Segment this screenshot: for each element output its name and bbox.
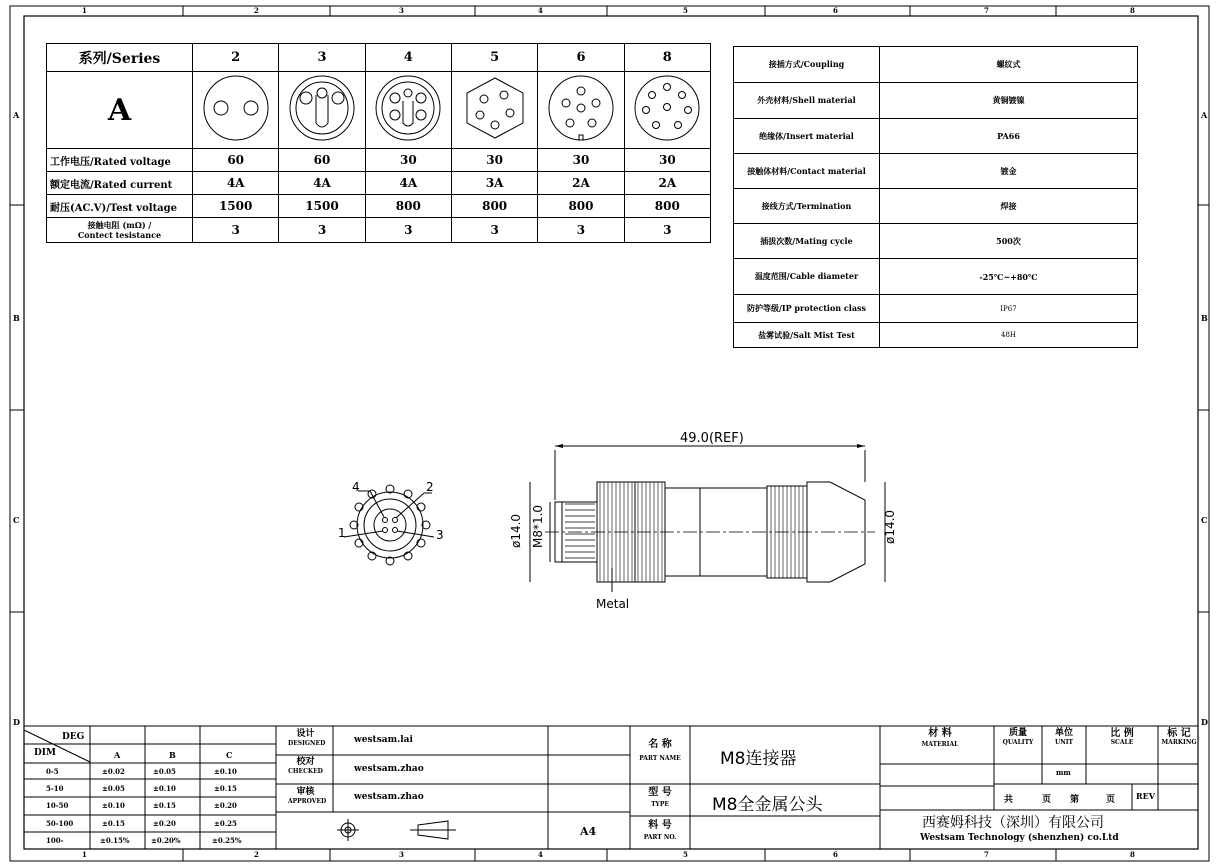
pin-label: 1 [338, 526, 346, 540]
spec-cell: 30 [624, 149, 710, 172]
material-label: 接触体材料/Contact material [734, 154, 880, 189]
tol-col: A [114, 750, 121, 760]
tol-range: 100- [46, 836, 64, 845]
col-label: 2 [254, 850, 259, 859]
pin-count: 5 [451, 44, 537, 72]
col-label: 7 [984, 850, 989, 859]
spec-cell: 3 [538, 218, 624, 243]
spec-cell: 4A [279, 172, 365, 195]
length-dimension: 49.0(REF) [680, 431, 744, 446]
tol-range: 5-10 [46, 784, 64, 793]
spec-cell: 30 [365, 149, 451, 172]
thread-dimension: M8*1.0 [531, 504, 545, 548]
row-label: D [13, 717, 20, 727]
material-value: 镀金 [880, 154, 1138, 189]
unit-value: mm [1056, 768, 1071, 777]
scale-field [1090, 729, 1154, 747]
company-name-cn: 西赛姆科技（深圳）有限公司 [922, 815, 1104, 831]
material-cn: 材 料 [928, 728, 952, 739]
tol-cell: ±0.15% [100, 836, 130, 845]
material-value: 黄铜镀镍 [880, 83, 1138, 119]
diameter-left: ø14.0 [509, 513, 523, 548]
unit-cn: 单位 [1054, 728, 1073, 738]
pin-count: 2 [193, 44, 279, 72]
tol-cell: ±0.15 [214, 784, 237, 793]
diameter-right: ø14.0 [883, 509, 897, 544]
spec-row-label: 额定电流/Rated current [47, 172, 193, 195]
row-label: B [13, 313, 20, 323]
tol-range: 0-5 [46, 767, 59, 776]
spec-cell: 800 [538, 195, 624, 218]
quality-cn: 质量 [1008, 728, 1027, 738]
tol-cell: ±0.10 [102, 801, 125, 810]
pin-label: 4 [352, 480, 360, 494]
designer-name: westsam.lai [354, 735, 413, 745]
scale-cn: 比 例 [1110, 728, 1134, 739]
spec-row-label: 工作电压/Rated voltage [47, 149, 193, 172]
material-label: 插拔次数/Mating cycle [734, 224, 880, 259]
spec-cell: 60 [193, 149, 279, 172]
material-value: 500次 [880, 224, 1138, 259]
col-label: 4 [538, 850, 543, 859]
marking-field [1160, 729, 1198, 747]
tol-cell: ±0.20 [153, 819, 176, 828]
pin-count: 4 [365, 44, 451, 72]
no-label: 第 [1070, 795, 1080, 805]
marking-en: MARKING [1161, 739, 1197, 746]
material-label: 绝缘体/Insert material [734, 119, 880, 154]
col-label: 1 [82, 6, 87, 15]
col-label: 1 [82, 850, 87, 859]
spec-cell: 60 [279, 149, 365, 172]
spec-row-label: 耐压(AC.V)/Test voltage [47, 195, 193, 218]
part-name-cn: 名 称 [648, 739, 672, 750]
signoff-role-cn: 设计 [296, 729, 315, 739]
company-name-en: Westsam Technology (shenzhen) co.Ltd [920, 833, 1119, 843]
approver-name: westsam.zhao [354, 792, 424, 802]
sheet-size: A4 [580, 825, 597, 838]
tol-cell: ±0.10 [214, 767, 237, 776]
tol-cell: ±0.25 [214, 819, 237, 828]
spec-cell: 3 [624, 218, 710, 243]
row-label: B [1201, 313, 1208, 323]
page2-label: 页 [1106, 795, 1116, 805]
signoff-role [288, 757, 323, 777]
spec-cell: 2A [624, 172, 710, 195]
quality-field [996, 729, 1040, 747]
series-letter: A [47, 72, 193, 149]
col-label: 4 [538, 6, 543, 15]
pin-label: 3 [436, 528, 444, 542]
material-label: 外壳材料/Shell material [734, 83, 880, 119]
material-label: 防护等级/IP protection class [734, 295, 880, 323]
material-label: 接插方式/Coupling [734, 47, 880, 83]
spec-cell: 3 [193, 218, 279, 243]
col-label: 2 [254, 6, 259, 15]
part-no-en: PART NO. [643, 834, 677, 841]
material-label: 盐雾试验/Salt Mist Test [734, 323, 880, 348]
spec-cell: 4A [193, 172, 279, 195]
page-label: 页 [1042, 795, 1052, 805]
col-label: 3 [399, 6, 404, 15]
spec-cell: 3 [451, 218, 537, 243]
material-en: MATERIAL [921, 741, 959, 748]
tol-cell: ±0.15 [153, 801, 176, 810]
tol-cell: ±0.05 [153, 767, 176, 776]
row-label: A [1201, 110, 1208, 120]
signoff-role [288, 787, 327, 807]
signoff-role-en: DESIGNED [288, 740, 326, 747]
signoff-role-en: APPROVED [288, 798, 327, 805]
material-value: 螺纹式 [880, 47, 1138, 83]
contact-resistance-label: 接触电阻 (mΩ) / [87, 220, 152, 230]
part-name-en: PART NAME [639, 755, 681, 762]
spec-cell: 3A [451, 172, 537, 195]
spec-cell: 4A [365, 172, 451, 195]
tol-cell: ±0.20 [214, 801, 237, 810]
tol-col: B [169, 750, 176, 760]
pin-count: 3 [279, 44, 365, 72]
tol-range: 50-100 [46, 819, 74, 828]
material-field [912, 728, 968, 750]
scale-en: SCALE [1110, 739, 1134, 746]
type-value: M8全金属公头 [712, 795, 823, 815]
signoff-role-en: CHECKED [288, 768, 323, 775]
col-label: 5 [683, 6, 688, 15]
tol-cell: ±0.25% [212, 836, 242, 845]
tol-col: C [226, 750, 233, 760]
spec-cell: 3 [365, 218, 451, 243]
col-label: 3 [399, 850, 404, 859]
dim-label: DIM [34, 748, 56, 758]
spec-cell: 30 [451, 149, 537, 172]
spec-cell: 30 [538, 149, 624, 172]
material-label: 温度范围/Cable diameter [734, 259, 880, 295]
unit-en: UNIT [1055, 739, 1073, 746]
type-label [638, 787, 682, 811]
type-en: TYPE [651, 801, 669, 808]
row-label: C [13, 515, 20, 525]
quality-en: QUALITY [1002, 739, 1034, 746]
row-label: D [1201, 717, 1208, 727]
checker-name: westsam.zhao [354, 764, 424, 774]
material-value: IP67 [880, 295, 1138, 323]
part-name-label [638, 738, 682, 766]
spec-cell: 3 [279, 218, 365, 243]
row-label: A [13, 110, 20, 120]
pin-count: 6 [538, 44, 624, 72]
tol-range: 10-50 [46, 801, 69, 810]
material-value: PA66 [880, 119, 1138, 154]
signoff-role [288, 729, 326, 749]
marking-cn: 标 记 [1167, 728, 1191, 739]
signoff-role-cn: 审核 [296, 787, 315, 797]
material-value: 焊接 [880, 189, 1138, 224]
part-name-value: M8连接器 [720, 749, 797, 769]
part-no-cn: 料 号 [648, 820, 672, 831]
total-label: 共 [1004, 795, 1014, 805]
tol-cell: ±0.05 [102, 784, 125, 793]
spec-cell: 2A [538, 172, 624, 195]
spec-cell: 1500 [193, 195, 279, 218]
material-label: 接线方式/Termination [734, 189, 880, 224]
deg-label: DEG [62, 732, 85, 742]
material-value: 48H [880, 323, 1138, 348]
part-no-label [638, 820, 682, 844]
type-cn: 型 号 [648, 787, 672, 798]
spec-cell: 800 [365, 195, 451, 218]
material-value: -25℃~+80℃ [880, 259, 1138, 295]
col-label: 5 [683, 850, 688, 859]
pin-count: 8 [624, 44, 710, 72]
tol-cell: ±0.02 [102, 767, 125, 776]
metal-label: Metal [596, 597, 630, 611]
tol-cell: ±0.10 [153, 784, 176, 793]
row-label: C [1201, 515, 1208, 525]
spec-cell: 1500 [279, 195, 365, 218]
col-label: 8 [1130, 850, 1135, 859]
col-label: 7 [984, 6, 989, 15]
signoff-role-cn: 校对 [296, 757, 315, 767]
unit-field [1043, 729, 1085, 747]
spec-cell: 800 [451, 195, 537, 218]
col-label: 8 [1130, 6, 1135, 15]
pin-label: 2 [426, 480, 434, 494]
tol-cell: ±0.20% [151, 836, 181, 845]
tol-cell: ±0.15 [102, 819, 125, 828]
contact-resistance-label-en: Contect tesistance [77, 230, 162, 240]
col-label: 6 [833, 6, 838, 15]
rev-label: REV [1136, 791, 1155, 801]
spec-cell: 800 [624, 195, 710, 218]
col-label: 6 [833, 850, 838, 859]
series-header: 系列/Series [47, 44, 193, 72]
